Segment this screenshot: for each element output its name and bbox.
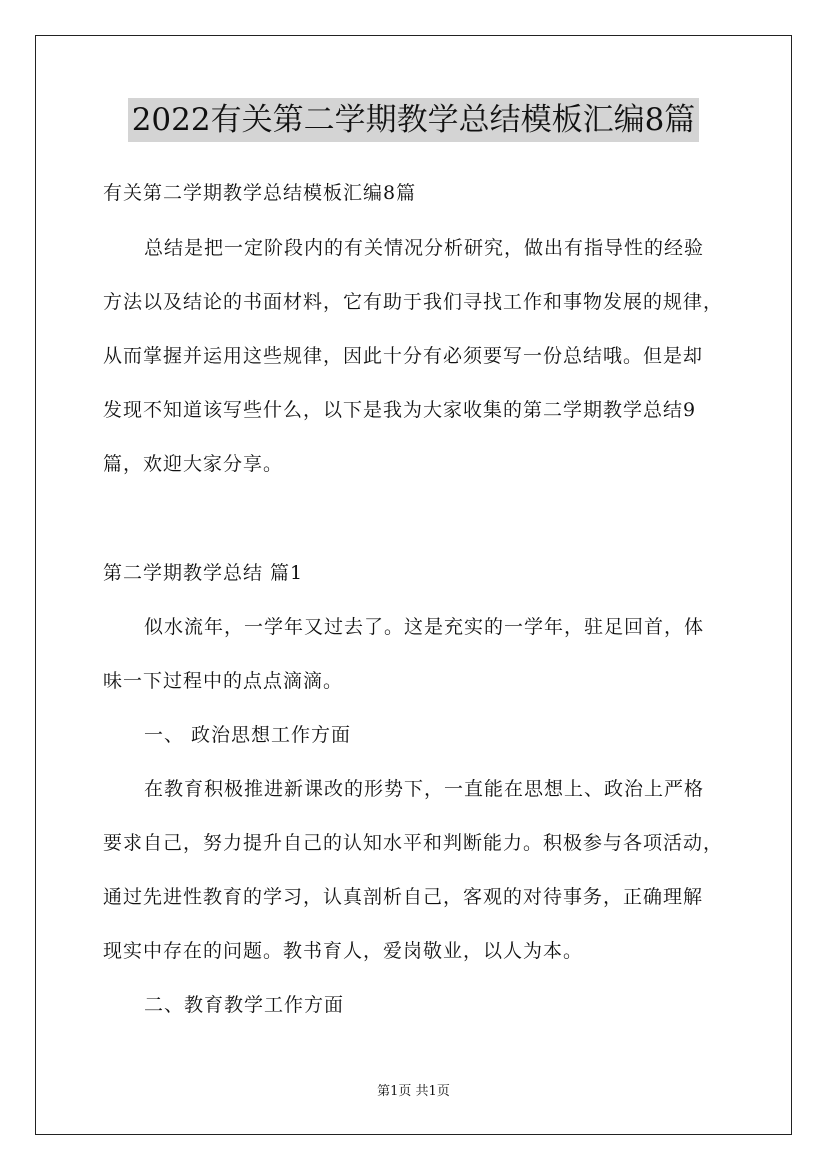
document-subtitle: 有关第二学期教学总结模板汇编8篇 xyxy=(103,182,417,204)
politics-line: 通过先进性教育的学习，认真剖析自己，客观的对待事务，正确理解 xyxy=(103,886,704,908)
heading-teaching: 二、教育教学工作方面 xyxy=(144,994,345,1016)
politics-line: 要求自己，努力提升自己的认知水平和判断能力。积极参与各项活动， xyxy=(103,832,724,854)
intro-line: 篇，欢迎大家分享。 xyxy=(103,453,284,475)
intro-line: 发现不知道该写些什么，以下是我为大家收集的第二学期教学总结9 xyxy=(103,399,697,421)
section-line: 似水流年，一学年又过去了。这是充实的一学年，驻足回首，体 xyxy=(144,616,705,638)
politics-line: 现实中存在的问题。教书育人，爱岗敬业，以人为本。 xyxy=(103,940,584,962)
intro-line: 方法以及结论的书面材料，它有助于我们寻找工作和事物发展的规律， xyxy=(103,291,724,313)
title-container xyxy=(0,98,827,142)
page-footer: 第1页 共1页 xyxy=(377,1084,450,1099)
document-title: 2022有关第二学期教学总结模板汇编8篇 xyxy=(128,98,700,142)
section-heading: 第二学期教学总结 篇1 xyxy=(103,562,304,584)
section-line: 味一下过程中的点点滴滴。 xyxy=(103,670,344,692)
heading-politics: 一、 政治思想工作方面 xyxy=(144,724,352,746)
intro-line: 总结是把一定阶段内的有关情况分析研究，做出有指导性的经验 xyxy=(144,237,705,259)
politics-line: 在教育积极推进新课改的形势下，一直能在思想上、政治上严格 xyxy=(144,778,705,800)
intro-line: 从而掌握并运用这些规律，因此十分有必须要写一份总结哦。但是却 xyxy=(103,345,704,367)
